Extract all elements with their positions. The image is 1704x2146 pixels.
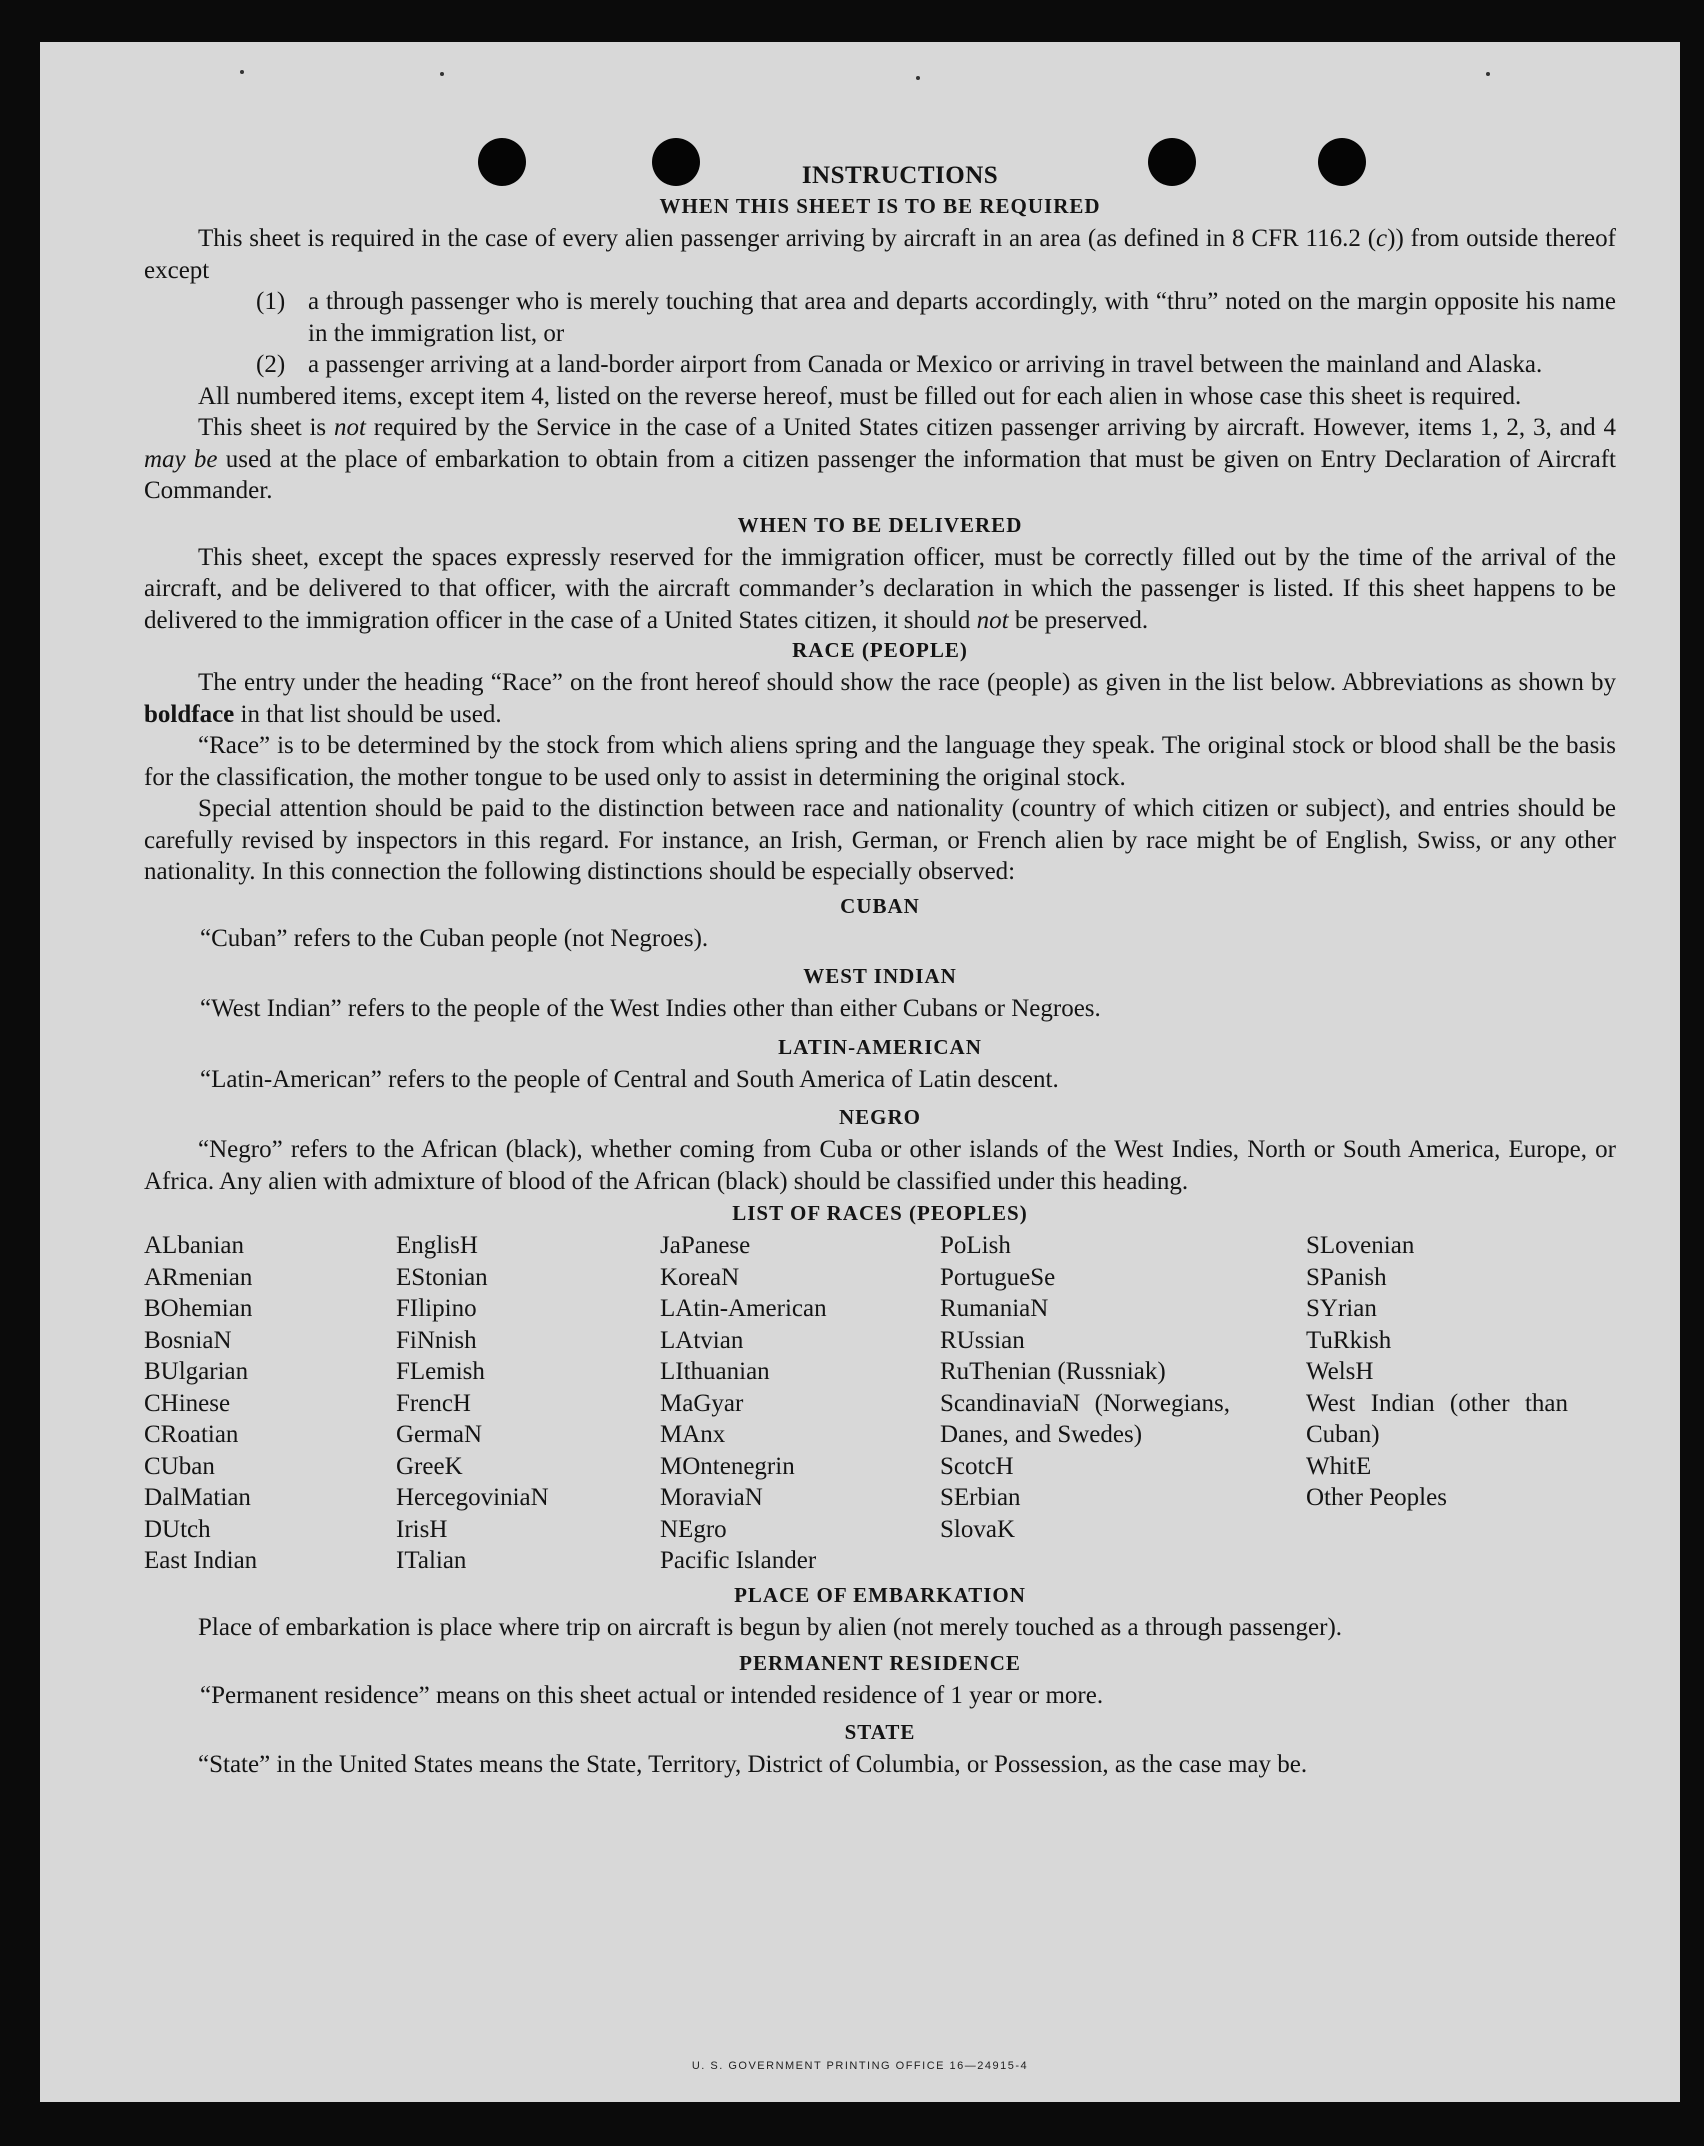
instructions-body [144, 162, 1616, 1780]
race-item: SYrian [1306, 1295, 1377, 1322]
race-item: SlovaK [940, 1515, 1015, 1543]
numbered-items-paragraph: All numbered items, except item 4, listed on the reverse hereof, must be filled out for each alien in whose case this sheet is required. [198, 382, 1522, 410]
speck [240, 70, 244, 74]
races-list-heading: LIST OF RACES (PEOPLES) [732, 1201, 1028, 1225]
race-item: MOntenegrin [660, 1452, 795, 1480]
race-item: TuRkish [1306, 1326, 1392, 1354]
race-item: FiNnish [396, 1326, 477, 1354]
negro-definition: “Negro” refers to the African (black), whether coming from Cuba or other islands of the West Indies, North or South America, Europe, or Africa. Any alien with admixture of blood of the African (black) should be classified under this heading. [144, 1136, 1616, 1195]
race-item: RumaniaN [940, 1295, 1049, 1322]
race-item: East Indian [144, 1547, 258, 1574]
race-paragraph: “Race” is to be determined by the stock from which aliens spring and the language they speak. The original stock or blood shall be the basis for the classification, the mother tongue to be used only to assist in determining the original stock. [144, 732, 1616, 791]
race-item: ALbanian [144, 1232, 244, 1259]
race-item: ScandinaviaN (Norwegians, Danes, and Swedes) [940, 1389, 1230, 1448]
race-item: GermaN [396, 1421, 483, 1448]
race-item: ITalian [396, 1547, 467, 1574]
race-item: West Indian (other than Cuban) [1306, 1389, 1568, 1448]
citizen-paragraph: This sheet is not required by the Service in the case of a United States citizen passenger arriving by aircraft. However, items 1, 2, 3, and 4 may be used at the place of embarkation to obtain from a citizen passenger the information that must be given on Entry Declaration of Aircraft Commander. [144, 414, 1617, 504]
races-list [144, 1230, 1616, 1577]
race-item: RuThenian (Russniak) [940, 1358, 1166, 1385]
race-item: DalMatian [144, 1484, 251, 1511]
section-heading-cuban: CUBAN [840, 893, 920, 918]
race-item: Other Peoples [1306, 1484, 1447, 1511]
embarkation-definition: Place of embarkation is place where trip on aircraft is begun by alien (not merely touched as a through passenger). [198, 1613, 1343, 1641]
races-column [940, 1230, 1306, 1577]
race-item: HercegoviniaN [396, 1484, 549, 1511]
race-item: PoLish [940, 1232, 1011, 1259]
west-indian-definition: “West Indian” refers to the people of the West Indies other than either Cubans or Negroes. [200, 995, 1101, 1022]
document-page [40, 42, 1680, 2102]
section-heading-race: RACE (PEOPLE) [792, 638, 968, 662]
race-item: CRoatian [144, 1421, 239, 1448]
race-item: BosniaN [144, 1326, 232, 1354]
race-item: KoreaN [660, 1263, 740, 1291]
race-item: CHinese [144, 1389, 231, 1417]
section-heading-latin-american: LATIN-AMERICAN [778, 1034, 982, 1059]
race-item: BOhemian [144, 1295, 253, 1322]
speck [916, 76, 920, 80]
race-item: MAnx [660, 1421, 726, 1448]
race-item: ScotcH [940, 1452, 1014, 1480]
section-heading-west-indian: WEST INDIAN [803, 964, 957, 988]
race-item: LAtvian [660, 1326, 744, 1354]
race-item: CUban [144, 1452, 215, 1480]
section-heading-state: STATE [844, 1719, 916, 1744]
race-item: DUtch [144, 1515, 211, 1543]
cuban-definition: “Cuban” refers to the Cuban people (not Negroes). [200, 924, 709, 952]
race-item: FIlipino [396, 1295, 477, 1322]
section-heading-residence: PERMANENT RESIDENCE [739, 1651, 1021, 1675]
section-heading-delivered: WHEN TO BE DELIVERED [737, 512, 1023, 537]
section-heading-required: WHEN THIS SHEET IS TO BE REQUIRED [659, 194, 1101, 218]
race-item: BUlgarian [144, 1358, 249, 1385]
race-paragraph: Special attention should be paid to the distinction between race and nationality (country of which citizen or subject), and entries should be carefully revised by inspectors in this regard. For instance, an Irish, German, or French alien by race might be of English, Swiss, or any other nationality. In this connection the following distinctions should be especially observed: [144, 795, 1616, 885]
races-column [396, 1230, 660, 1577]
race-item: WelsH [1306, 1358, 1374, 1385]
exception-item: (2) a passenger arriving at a land-border airport from Canada or Mexico or arriving in travel between the mainland and Alaska. [256, 351, 1543, 378]
race-item: MaGyar [660, 1389, 744, 1417]
race-item: IrisH [396, 1515, 448, 1543]
race-item: FrencH [396, 1389, 471, 1417]
printer-imprint: U. S. GOVERNMENT PRINTING OFFICE 16—24915-4 [691, 2060, 1029, 2072]
race-item: MoraviaN [660, 1484, 763, 1511]
speck [440, 72, 444, 76]
race-item: WhitE [1306, 1452, 1372, 1480]
race-item: ARmenian [144, 1263, 253, 1291]
required-intro: This sheet is required in the case of every alien passenger arriving by aircraft in an area (as defined in 8 CFR 116.2 (c)) from outside thereof except [144, 225, 1616, 284]
races-column [1306, 1230, 1576, 1577]
races-column [660, 1230, 940, 1577]
race-item: PortugueSe [940, 1263, 1056, 1291]
latin-american-definition: “Latin-American” refers to the people of Central and South America of Latin descent. [200, 1065, 1059, 1093]
race-item: Pacific Islander [660, 1547, 817, 1574]
race-item: LAtin-American [660, 1295, 827, 1322]
speck [1486, 72, 1490, 76]
race-paragraph: The entry under the heading “Race” on the front hereof should show the race (people) as given in the list below. Abbreviations as shown by boldface in that list should be used. [144, 669, 1616, 728]
page-title: INSTRUCTIONS [801, 162, 999, 189]
race-item: GreeK [396, 1452, 463, 1480]
state-definition: “State” in the United States means the State, Territory, District of Columbia, or Possession, as the case may be. [198, 1750, 1308, 1778]
race-item: EnglisH [396, 1232, 478, 1259]
exception-item: (1) a through passenger who is merely touching that area and departs accordingly, with “thru” noted on the margin opposite his name in the immigration list, or [256, 288, 1616, 347]
section-heading-embarkation: PLACE OF EMBARKATION [734, 1582, 1026, 1607]
races-column [144, 1230, 396, 1577]
race-item: SErbian [940, 1484, 1021, 1511]
race-item: RUssian [940, 1326, 1025, 1354]
residence-definition: “Permanent residence” means on this sheet actual or intended residence of 1 year or more. [200, 1682, 1104, 1709]
race-item: JaPanese [660, 1232, 751, 1259]
race-item: NEgro [660, 1515, 727, 1543]
section-heading-negro: NEGRO [838, 1105, 921, 1129]
race-item: EStonian [396, 1263, 488, 1291]
race-item: SLovenian [1306, 1232, 1415, 1259]
delivered-paragraph: This sheet, except the spaces expressly reserved for the immigration officer, must be correctly filled out by the time of the arrival of the aircraft, and be delivered to that officer, with the aircraft commander’s declaration in which the passenger is listed. If this sheet happens to be delivered to the immigration officer in the case of a United States citizen, it should not be preserved. [144, 543, 1616, 634]
race-item: SPanish [1306, 1263, 1387, 1291]
race-item: LIthuanian [660, 1358, 770, 1385]
race-item: FLemish [396, 1358, 485, 1385]
